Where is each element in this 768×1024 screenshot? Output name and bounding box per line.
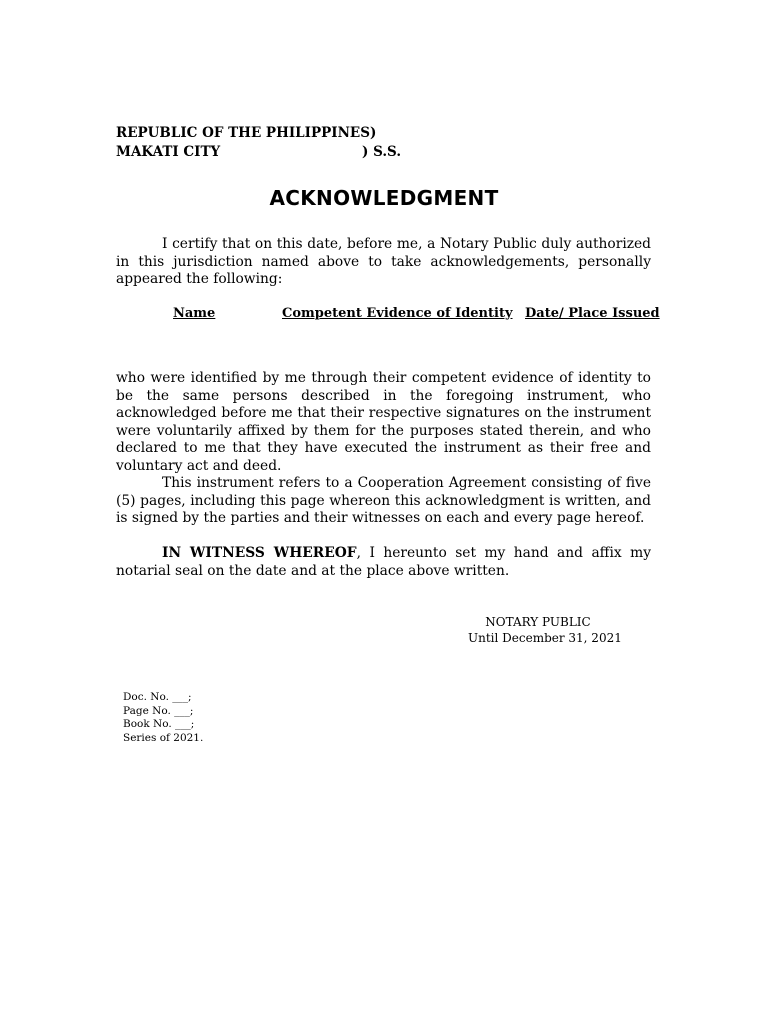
- document-title: ACKNOWLEDGMENT: [269, 186, 499, 210]
- book-no: Book No. ___;: [123, 718, 195, 730]
- witness-paragraph: [116, 545, 651, 580]
- header-date-place-issued: Date/ Place Issued: [525, 306, 660, 321]
- venue-line-republic: REPUBLIC OF THE PHILIPPINES): [116, 125, 377, 141]
- venue-block: [116, 124, 402, 162]
- notary-title: NOTARY PUBLIC: [485, 615, 591, 629]
- certification-paragraph: I certify that on this date, before me, a Notary Public duly authorized in this jurisdiction named above to take acknowledgements, personally appeared the following:: [116, 236, 651, 287]
- notary-block: [468, 615, 622, 646]
- instrument-paragraph: This instrument refers to a Cooperation Agreement consisting of five (5) pages, including this page whereon this acknowledgment is written, and is signed by the parties and their witnesses on each and every page hereof.: [116, 475, 651, 526]
- page-no: Page No. ___;: [123, 704, 194, 717]
- doc-no: Doc. No. ___;: [123, 691, 192, 703]
- doc-info-block: [123, 691, 203, 745]
- witness-lead: IN WITNESS WHEREOF: [162, 545, 357, 561]
- witness-rest: , I hereunto set my hand and affix my notarial seal on the date and at the place above written.: [116, 545, 651, 579]
- venue-ss: ) S.S.: [362, 144, 402, 160]
- identification-paragraph: who were identified by me through their competent evidence of identity to be the same persons described in the foregoing instrument, who acknowledged before me that their respective signatures on the instrument were voluntarily affixed by them for the purposes stated therein, and who declared to me that they have executed the instrument as their free and voluntary act and deed.: [116, 370, 651, 474]
- series: Series of 2021.: [123, 731, 204, 744]
- notary-until: Until December 31, 2021: [468, 630, 622, 645]
- header-evidence-of-identity: Competent Evidence of Identity: [282, 306, 513, 321]
- header-name: Name: [173, 306, 216, 321]
- venue-line-city: [116, 143, 402, 162]
- venue-city: MAKATI CITY: [116, 144, 221, 160]
